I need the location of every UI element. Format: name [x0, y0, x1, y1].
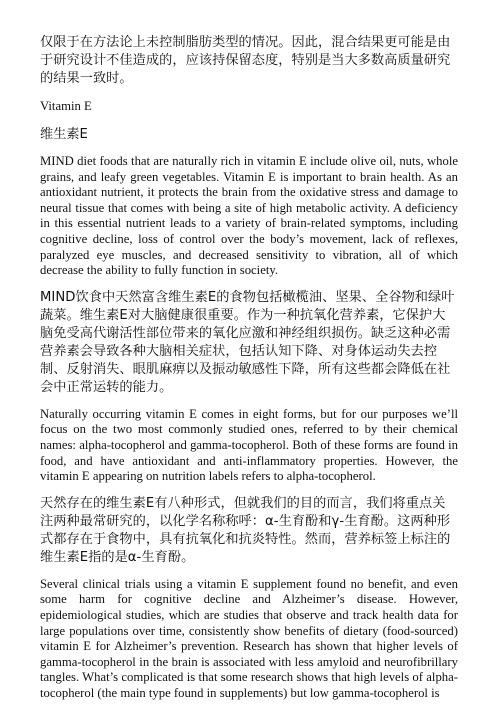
- paragraph-zh-mind-diet: MIND饮食中天然富含维生素E的食物包括橄榄油、坚果、全谷物和绿叶蔬菜。维生素E对大脑健康很重要。作为一种抗氧化营养素，它保护大脑免受高代谢活性部位带来的氧化应激和神经组织损伤。缺乏这种必需营养素会导致各种大脑相关症状，包括认知下降、对身体运动失去控制、反射消失、眼肌麻痹以及振动敏感性下降，所有这些都会降低在社会中正常运转的能力。: [40, 289, 455, 395]
- paragraph-en-forms: Naturally occurring vitamin E comes in eight forms, but for our purposes we’ll focus on the two most commonly studied ones, referred to by their chemical names: alpha-tocopherol and gamma-tocopherol. Both of these forms are found in food, and have antioxidant and anti-inflammatory properties. However, the vitamin E appearing on nutrition labels refers to alpha-tocopherol.: [40, 406, 458, 484]
- paragraph-zh-intro: 仅限于在方法论上未控制脂肪类型的情况。因此，混合结果更可能是由于研究设计不佳造成的，应该持保留态度，特别是当大多数高质量研究的结果一致时。: [40, 35, 451, 86]
- section-heading-en: Vitamin E: [40, 99, 92, 113]
- paragraph-zh-forms: 天然存在的维生素E有八种形式，但就我们的目的而言，我们将重点关注两种最常研究的，以化学名称称呼：α-生育酚和γ-生育酚。这两种形式都存在于食物中，具有抗氧化和抗炎特性。然而，营养标签上标注的维生素E指的是α-生育酚。: [40, 495, 451, 565]
- section-heading-zh: 维生素E: [40, 127, 88, 142]
- paragraph-en-mind-diet: MIND diet foods that are naturally rich in vitamin E include olive oil, nuts, whole grains, and leafy green vegetables. Vitamin E is important to brain health. As an antioxidant nutrient, it protects the brain from the oxidative stress and damage to neural tissue that comes with being a site of high metabolic activity. A deficiency in this essential nutrient leads to a variety of brain-related symptoms, including cognitive decline, loss of control over the body’s movement, lack of reflexes, paralyzed eye muscles, and decreased sensitivity to vibration, all of which decrease the ability to fully function in society.: [40, 154, 458, 278]
- paragraph-en-clinical-trials: Several clinical trials using a vitamin E supplement found no benefit, and even some harm for cognitive decline and Alzheimer’s disease. However, epidemiological studies, which are studies that observe and track health data for large populations over time, consistently show benefits of dietary (food-sourced) vitamin E for Alzheimer’s prevention. Research has shown that higher levels of gamma-tocopherol in the brain is associated with less amyloid and neurofibrillary tangles. What’s complicated is that some research shows that high levels of alpha-tocopherol (the main type found in supplements) but low gamma-tocopherol is: [40, 576, 458, 700]
